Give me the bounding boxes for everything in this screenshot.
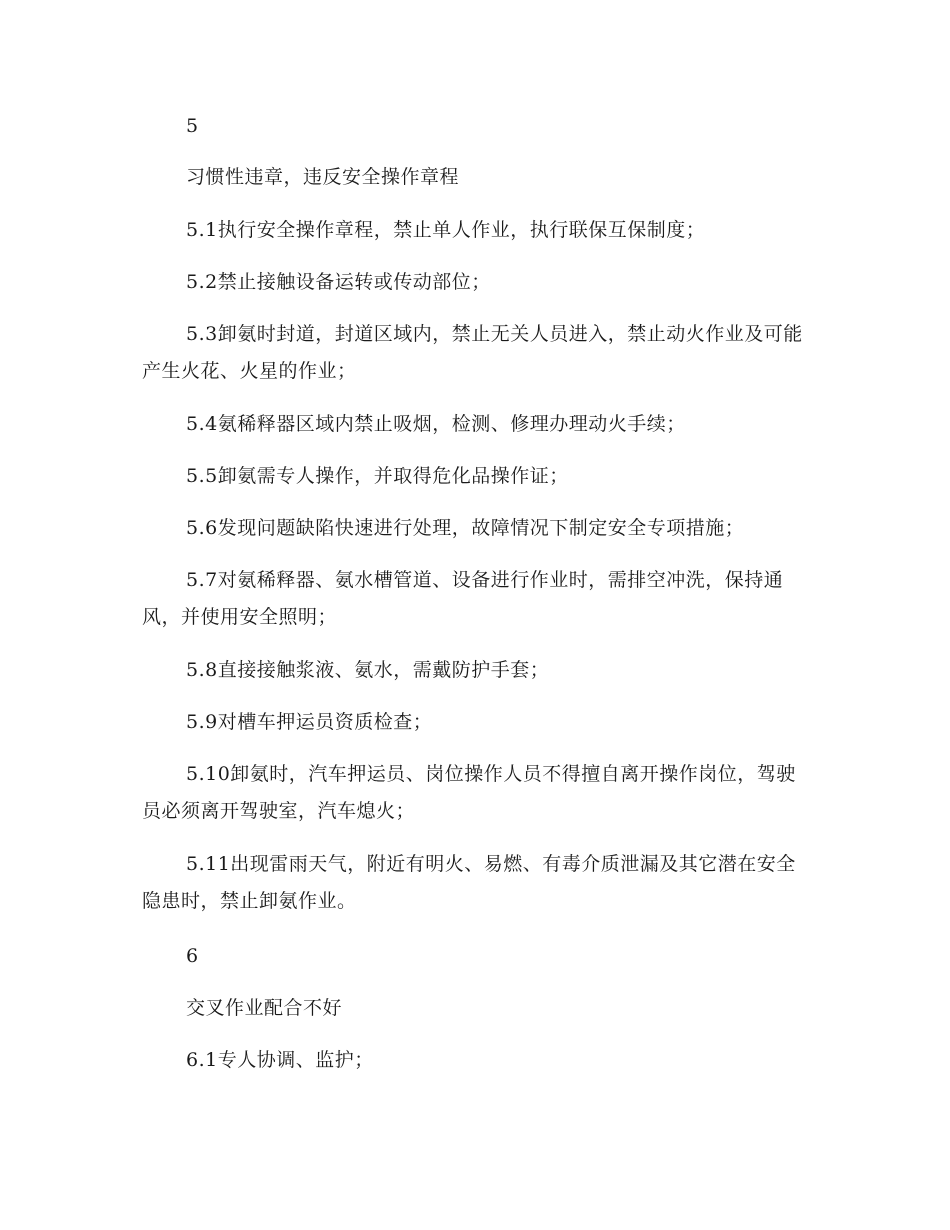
clause-5-1: 5.1执行安全操作章程，禁止单人作业，执行联保互保制度； — [186, 219, 706, 241]
clause-5-5: 5.5卸氨需专人操作，并取得危化品操作证； — [186, 465, 569, 487]
section-heading: 习惯性违章，违反安全操作章程 — [186, 166, 460, 188]
clause-5-2: 5.2禁止接触设备运转或传动部位； — [186, 271, 491, 293]
clause-5-8: 5.8直接接触浆液、氨水，需戴防护手套； — [186, 659, 550, 681]
section-heading: 交叉作业配合不好 — [186, 997, 343, 1019]
clause-6-1: 6.1专人协调、监护； — [186, 1049, 374, 1071]
clause-5-6: 5.6发现问题缺陷快速进行处理，故障情况下制定安全专项措施； — [186, 517, 745, 539]
clause-5-4: 5.4氨稀释器区域内禁止吸烟，检测、修理办理动火手续； — [186, 413, 686, 435]
clause-5-10: 5.10卸氨时，汽车押运员、岗位操作人员不得擅自离开操作岗位，驾驶员必须离开驾驶室，汽车熄火； — [142, 763, 796, 822]
clause-5-3: 5.3卸氨时封道，封道区域内，禁止无关人员进入，禁止动火作业及可能产生火花、火星的作业； — [142, 323, 803, 382]
clause-5-11: 5.11出现雷雨天气，附近有明火、易燃、有毒介质泄漏及其它潜在安全隐患时，禁止卸氨作业。 — [142, 853, 796, 912]
clause-5-9: 5.9对槽车押运员资质检查； — [186, 711, 433, 733]
section-number: 6 — [186, 945, 199, 967]
section-number: 5 — [186, 115, 199, 137]
clause-5-7: 5.7对氨稀释器、氨水槽管道、设备进行作业时，需排空冲洗，保持通风，并使用安全照明； — [142, 569, 784, 628]
